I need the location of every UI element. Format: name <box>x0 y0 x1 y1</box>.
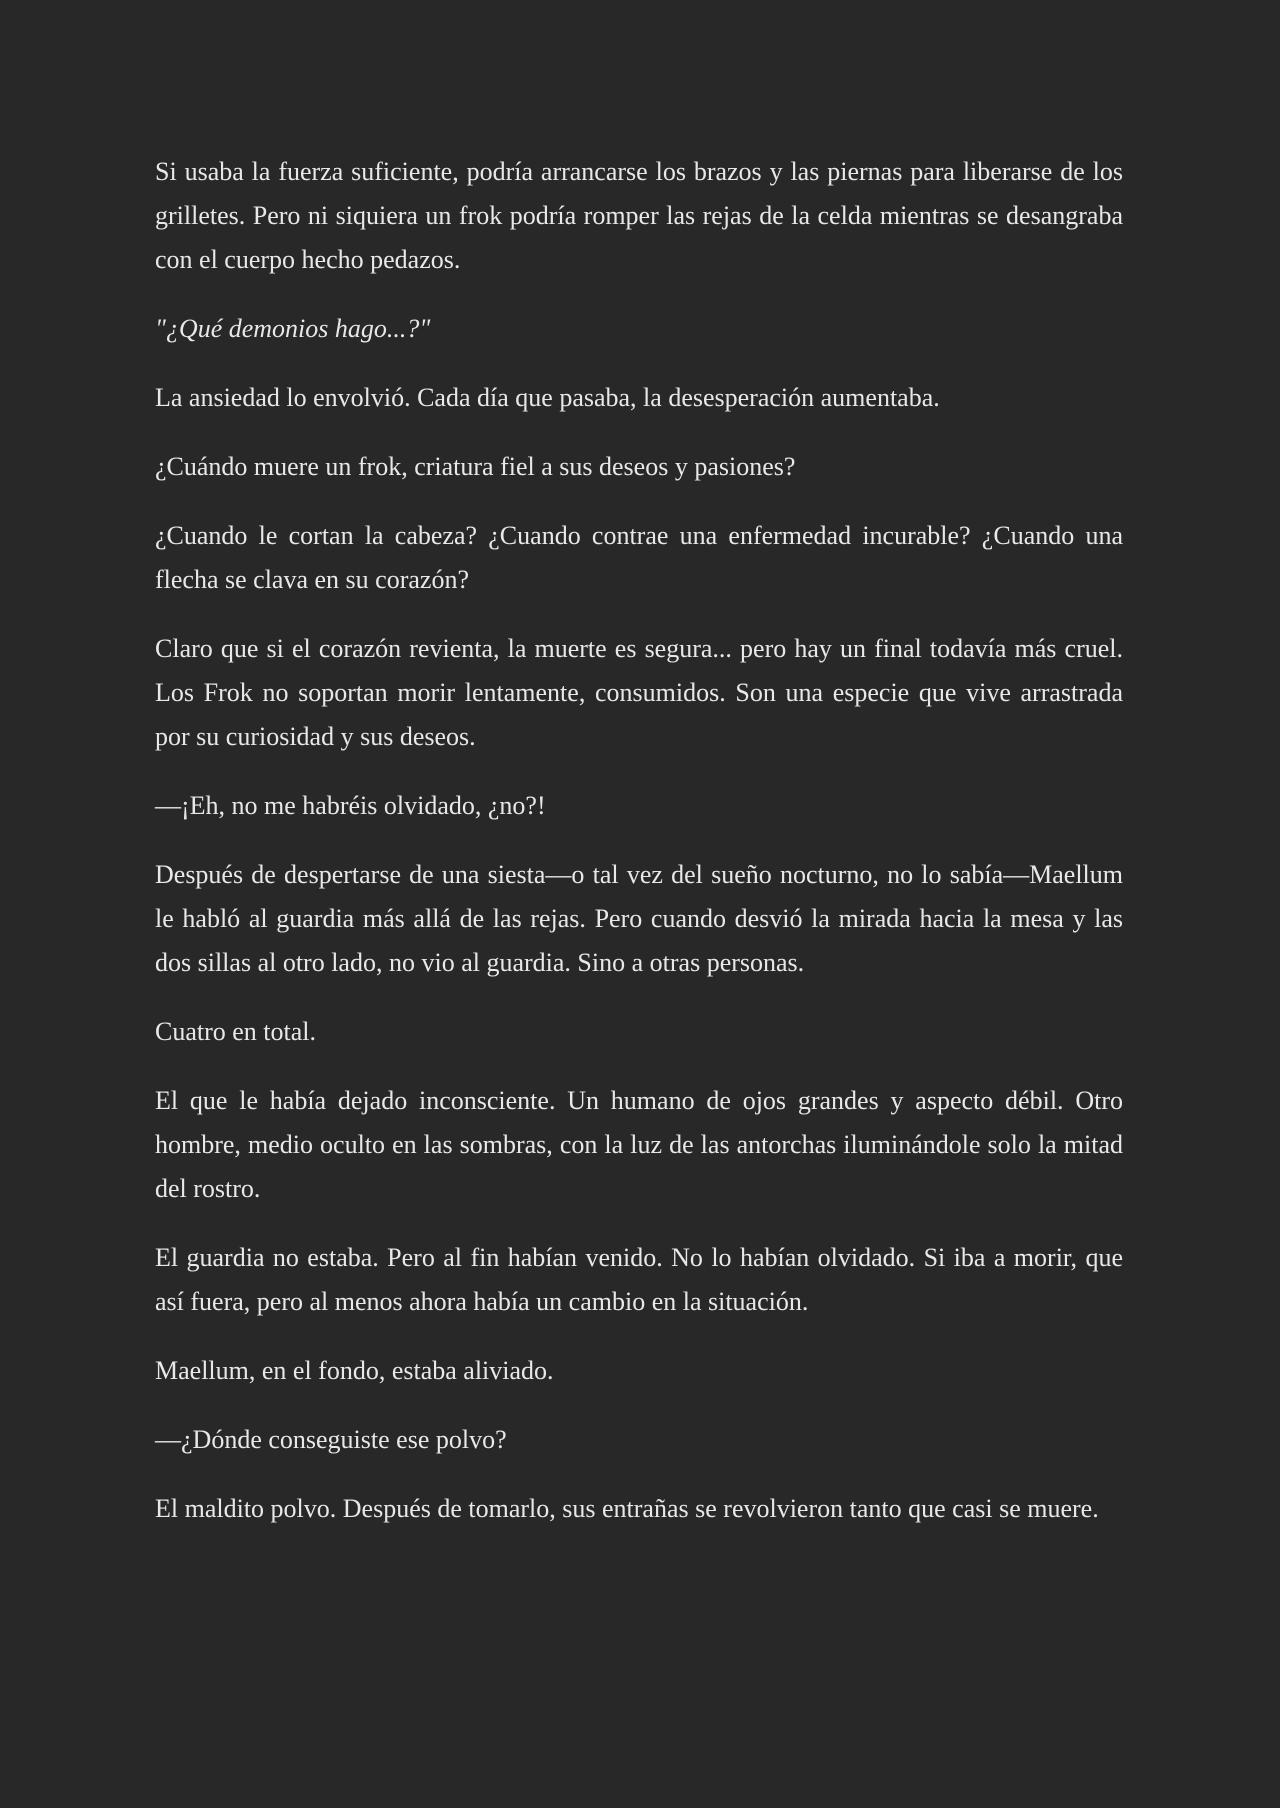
paragraph-dialogue: —¡Eh, no me habréis olvidado, ¿no?! <box>155 791 546 820</box>
paragraph: Maellum, en el fondo, estaba aliviado. <box>155 1356 554 1385</box>
paragraph: Claro que si el corazón revienta, la muerte es segura... pero hay un final todavía más cruel. Los Frok no soportan morir lentamente, consumidos. Son una especie que vive arrastrada por su curiosidad y sus deseos. <box>155 634 1123 751</box>
paragraph-thought: "¿Qué demonios hago...?" <box>155 314 431 343</box>
paragraph: ¿Cuándo muere un frok, criatura fiel a sus deseos y pasiones? <box>155 452 796 481</box>
paragraph: El maldito polvo. Después de tomarlo, sus entrañas se revolvieron tanto que casi se muere. <box>155 1494 1099 1523</box>
paragraph: El que le había dejado inconsciente. Un humano de ojos grandes y aspecto débil. Otro hombre, medio oculto en las sombras, con la luz de las antorchas iluminándole solo la mitad del rostro. <box>155 1086 1123 1203</box>
paragraph: Cuatro en total. <box>155 1017 317 1046</box>
paragraph: El guardia no estaba. Pero al fin habían venido. No lo habían olvidado. Si iba a morir, que así fuera, pero al menos ahora había un cambio en la situación. <box>155 1243 1123 1316</box>
chapter-text <box>155 150 1123 1556</box>
paragraph: La ansiedad lo envolvió. Cada día que pasaba, la desesperación aumentaba. <box>155 383 940 412</box>
paragraph: Después de despertarse de una siesta—o tal vez del sueño nocturno, no lo sabía—Maellum le habló al guardia más allá de las rejas. Pero cuando desvió la mirada hacia la mesa y las dos sillas al otro lado, no vio al guardia. Sino a otras personas. <box>155 860 1123 977</box>
paragraph-dialogue: —¿Dónde conseguiste ese polvo? <box>155 1425 507 1454</box>
paragraph: Si usaba la fuerza suficiente, podría arrancarse los brazos y las piernas para liberarse de los grilletes. Pero ni siquiera un frok podría romper las rejas de la celda mientras se desangraba con el cuerpo hecho pedazos. <box>155 157 1123 274</box>
paragraph: ¿Cuando le cortan la cabeza? ¿Cuando contrae una enfermedad incurable? ¿Cuando una flecha se clava en su corazón? <box>155 521 1123 594</box>
